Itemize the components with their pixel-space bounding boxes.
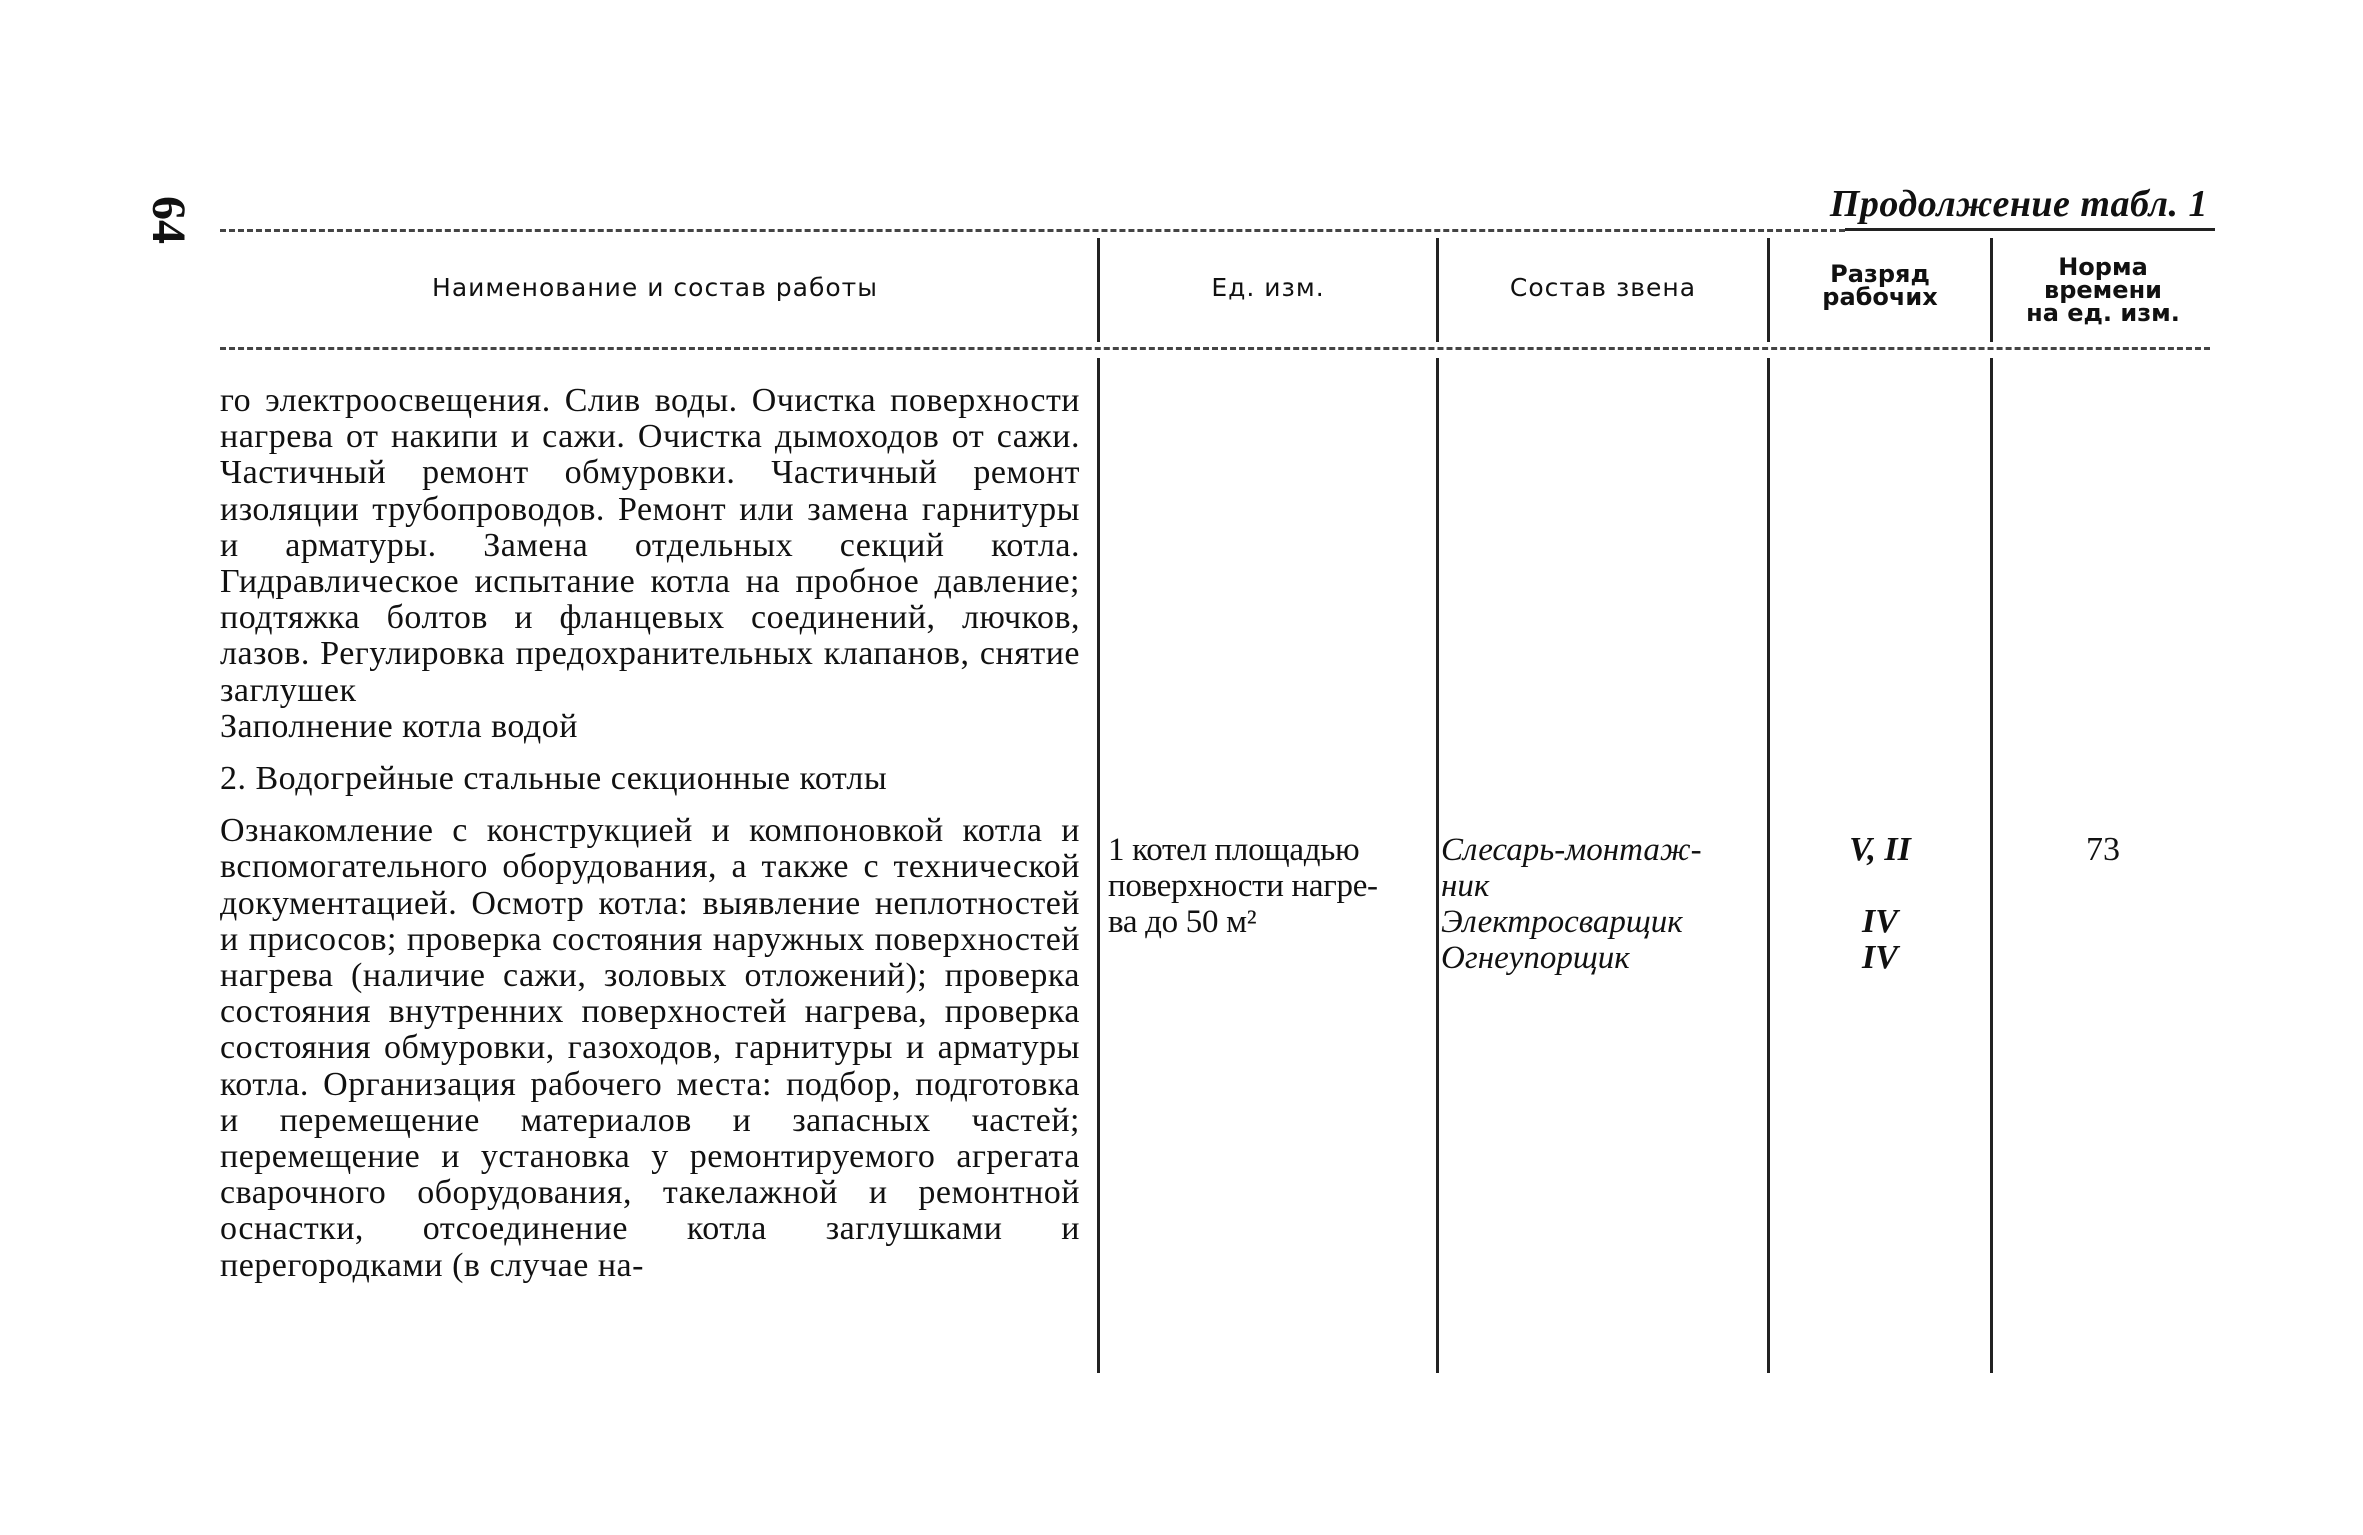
crew-line4: Огнеупорщик: [1441, 940, 1630, 976]
section-text: Ознакомление с конструкцией и компоновкой котла и вспомогательного оборудования, а также с технической документацией. Осмотр котла: выявление неплотностей и присосов; проверка состояния наружных поверхностей нагрева (наличие сажи, золовых отложений); проверка состояния внутренних поверхностей нагрева, проверка состояния обмуровки, газоходов, гарнитуры и арматуры котла. Организация рабочего места: подбор, подготовка и перемещение материалов и запасных частей; перемещение и установка у ремонтируемого агрегата сварочного оборудования, такелажной и ремонтной оснастки, отсоединение котла заглушками и перегородками (в случае на-: [220, 812, 1080, 1284]
header-grade: [1770, 260, 1990, 311]
section-title: 2. Водогрейные стальные секционные котлы: [220, 760, 888, 798]
grade-3: IV: [1862, 939, 1898, 976]
crew-line3: Электросварщик: [1441, 904, 1683, 940]
unit-line3: ва до 50 м²: [1108, 904, 1257, 940]
crew-line1: Слесарь-монтаж-: [1441, 832, 1702, 868]
grade-1: V, II: [1849, 831, 1911, 868]
header-norm-line2: времени: [2044, 276, 2162, 304]
continued-text: го электроосвещения. Слив воды. Очистка поверхности нагрева от накипи и сажи. Очистка дымоходов от сажи. Частичный ремонт обмуровки. Частичный ремонт изоляции трубопроводов. Ремонт или замена гарнитуры и арматуры. Замена отдельных секций котла. Гидравлическое испытание котла на пробное давление; подтяжка болтов и фланцевых соединений, лючков, лазов. Регулировка предохранительных клапанов, снятие заглушек: [220, 382, 1080, 709]
work-description-column: [220, 383, 1080, 1284]
col-divider-1-body: [1097, 358, 1100, 1373]
crew-cell: [1441, 832, 1771, 976]
header-norm-line1: Норма: [2058, 253, 2148, 281]
unit-line2: поверхности нагре-: [1108, 868, 1378, 904]
unit-line1: 1 котел площадью: [1108, 832, 1360, 868]
header-norm-line3: на ед. изм.: [2026, 299, 2180, 327]
header-unit: Ед. изм.: [1211, 273, 1325, 302]
fill-line: Заполнение котла водой: [220, 707, 578, 745]
header-name: Наименование и состав работы: [432, 273, 878, 302]
header-bottom-rule: [220, 347, 2210, 350]
header-grade-line2: рабочих: [1822, 283, 1938, 311]
unit-cell: [1108, 832, 1438, 940]
grade-2: IV: [1862, 903, 1898, 940]
crew-line2: ник: [1441, 868, 1490, 904]
continuation-underline: [1845, 228, 2215, 231]
header-grade-line1: Разряд: [1830, 260, 1930, 288]
norm-value: 73: [2086, 831, 2120, 868]
page-number: 64: [142, 196, 195, 244]
table-top-rule: [220, 229, 1845, 232]
continuation-label: Продолжение табл. 1: [1829, 183, 2208, 225]
header-norm: [1993, 253, 2213, 327]
header-crew: Состав звена: [1509, 273, 1697, 302]
